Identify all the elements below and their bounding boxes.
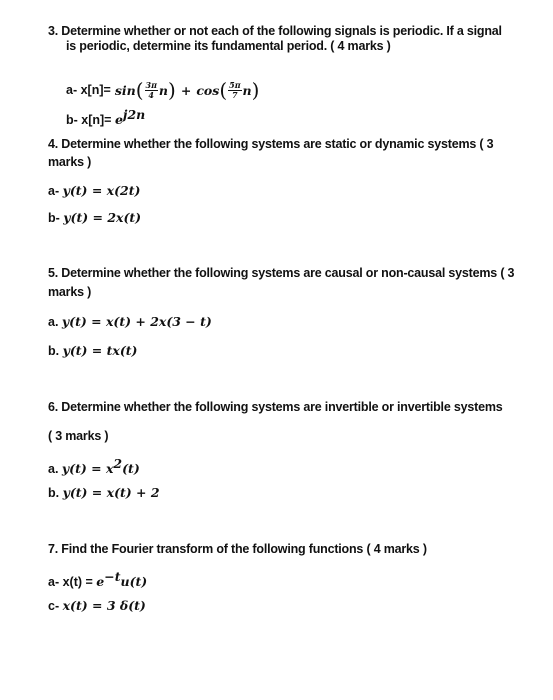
q3-a-n1: n: [158, 82, 169, 98]
q5-item-a: [48, 314, 212, 329]
q4-title-line1: 4. Determine whether the following systems are static or dynamic systems ( 3: [48, 137, 494, 151]
q4-a-label: a-: [48, 184, 60, 198]
q7-a-label: a- x(t) =: [48, 575, 93, 590]
q3-title-line2: is periodic, determine its fundamental period. ( 4 marks ): [66, 39, 391, 53]
q3-a-frac2: [228, 81, 241, 100]
q5-a-expr: y(t) = x(t) + 2x(3 − t): [61, 314, 212, 329]
q3-title-line1: 3. Determine whether or not each of the following signals is periodic. If a signal: [48, 24, 502, 38]
q4-b-expr: y(t) = 2x(t): [63, 210, 142, 225]
q3-a-rparen2: ): [251, 78, 260, 102]
q4-item-b: [48, 210, 141, 225]
q3-a-label: a- x[n]=: [66, 83, 111, 97]
q5-a-label: a.: [48, 315, 59, 329]
q3-a-frac2-num: 5π: [229, 79, 241, 90]
q4-title-line2: marks ): [48, 155, 92, 169]
q6-a-label: a.: [48, 462, 59, 477]
q7-item-a: [48, 569, 147, 589]
q5-b-label: b.: [48, 344, 60, 358]
q6-title-line2: ( 3 marks ): [48, 429, 109, 443]
q6-a-expr-post: (t): [122, 461, 140, 477]
q3-b-label: b- x[n]=: [66, 113, 112, 128]
q6-a-sup: 2: [113, 456, 123, 471]
q5-b-expr: y(t) = tx(t): [62, 343, 138, 358]
q7-item-c: [48, 598, 146, 613]
q3-a-cos: cos: [196, 82, 220, 98]
q3-a-frac2-den: 7: [232, 89, 238, 100]
q3-b-base: e: [114, 112, 123, 128]
q7-a-base: e: [96, 574, 105, 590]
q3-item-b: [66, 107, 145, 127]
q6-b-expr: y(t) = x(t) + 2: [62, 485, 160, 500]
q3-a-frac1-den: 4: [148, 89, 154, 100]
q3-a-frac1: [145, 81, 158, 100]
q6-item-b: [48, 485, 160, 500]
q3-item-a: [66, 80, 259, 100]
q3-a-n2: n: [242, 82, 252, 98]
q3-a-lparen2: (: [219, 78, 228, 102]
q5-item-b: [48, 343, 137, 358]
q3-b-exp: j2n: [122, 107, 146, 122]
q4-item-a: [48, 183, 140, 198]
q7-c-expr: x(t) = 3 δ(t): [62, 598, 146, 613]
q7-a-post: u(t): [120, 574, 148, 590]
q6-title-line1: 6. Determine whether the following systems are invertible or invertible systems: [48, 400, 503, 414]
q3-a-lparen1: (: [135, 78, 144, 102]
q3-a-plus: +: [180, 82, 192, 98]
q6-b-label: b.: [48, 486, 60, 500]
q7-a-exp: −t: [104, 569, 121, 584]
q7-c-label: c-: [48, 599, 60, 613]
q7-title-line1: 7. Find the Fourier transform of the following functions ( 4 marks ): [48, 542, 427, 556]
q5-title-line2: marks ): [48, 285, 92, 299]
q6-item-a: [48, 456, 140, 476]
q6-a-expr-pre: y(t) = x: [61, 461, 114, 477]
q3-a-rparen1: ): [168, 78, 176, 102]
q4-b-label: b-: [48, 211, 60, 225]
q3-a-frac1-num: 3π: [145, 79, 157, 90]
q4-a-expr: y(t) = x(2t): [62, 183, 141, 198]
q3-a-sin: sin: [114, 82, 136, 98]
q5-title-line1: 5. Determine whether the following systems are causal or non-causal systems ( 3: [48, 266, 515, 280]
